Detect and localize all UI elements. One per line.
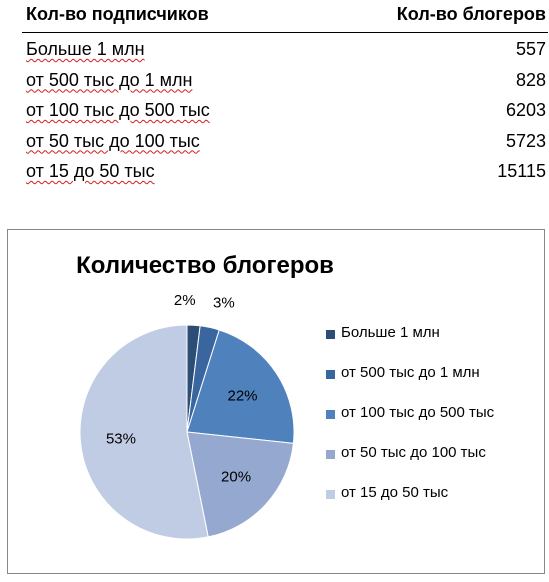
legend-swatch: [326, 370, 335, 379]
row-label: от 15 до 50 тыс: [26, 161, 155, 181]
row-value: 557: [515, 39, 546, 59]
legend-swatch: [326, 450, 335, 459]
pie-chart-frame: [7, 229, 545, 574]
legend-label: от 50 тыс до 100 тыс: [341, 444, 486, 461]
row-label: от 50 тыс до 100 тыс: [26, 130, 200, 151]
legend-swatch: [326, 410, 335, 419]
legend-label: Больше 1 млн: [341, 324, 440, 341]
chart-title: Количество блогеров: [76, 252, 334, 279]
legend-label: от 500 тыс до 1 млн: [341, 364, 480, 381]
row-value: 6203: [505, 100, 546, 120]
slice-percent-label: 2%: [173, 291, 196, 309]
row-label: от 500 тыс до 1 млн: [26, 69, 193, 90]
row-value: 5723: [505, 130, 546, 151]
row-label: от 100 тыс до 500 тыс: [26, 100, 210, 120]
subscribers-table: [22, 0, 548, 186]
row-label: Больше 1 млн: [26, 39, 145, 59]
slice-percent-label: 20%: [221, 468, 252, 486]
table-row: [22, 64, 548, 95]
slice-percent-label: 53%: [105, 430, 137, 448]
table-row: [22, 33, 548, 64]
header-bloggers: Кол-во блогеров: [396, 4, 546, 24]
slice-percent-label: 3%: [213, 294, 235, 312]
table-row: [22, 155, 548, 186]
legend-swatch: [326, 330, 335, 339]
table-row: [22, 125, 548, 156]
slice-percent-label: 22%: [227, 387, 258, 405]
row-value: 15115: [497, 161, 546, 181]
row-value: 828: [515, 69, 546, 90]
legend-label: от 15 до 50 тыс: [341, 484, 449, 501]
table-row: [22, 94, 548, 125]
pie-chart: [8, 230, 544, 573]
legend-label: от 100 тыс до 500 тыс: [341, 404, 495, 421]
header-subscribers: Кол-во подписчиков: [26, 4, 209, 24]
table-header: [22, 0, 548, 33]
legend-swatch: [326, 490, 335, 499]
